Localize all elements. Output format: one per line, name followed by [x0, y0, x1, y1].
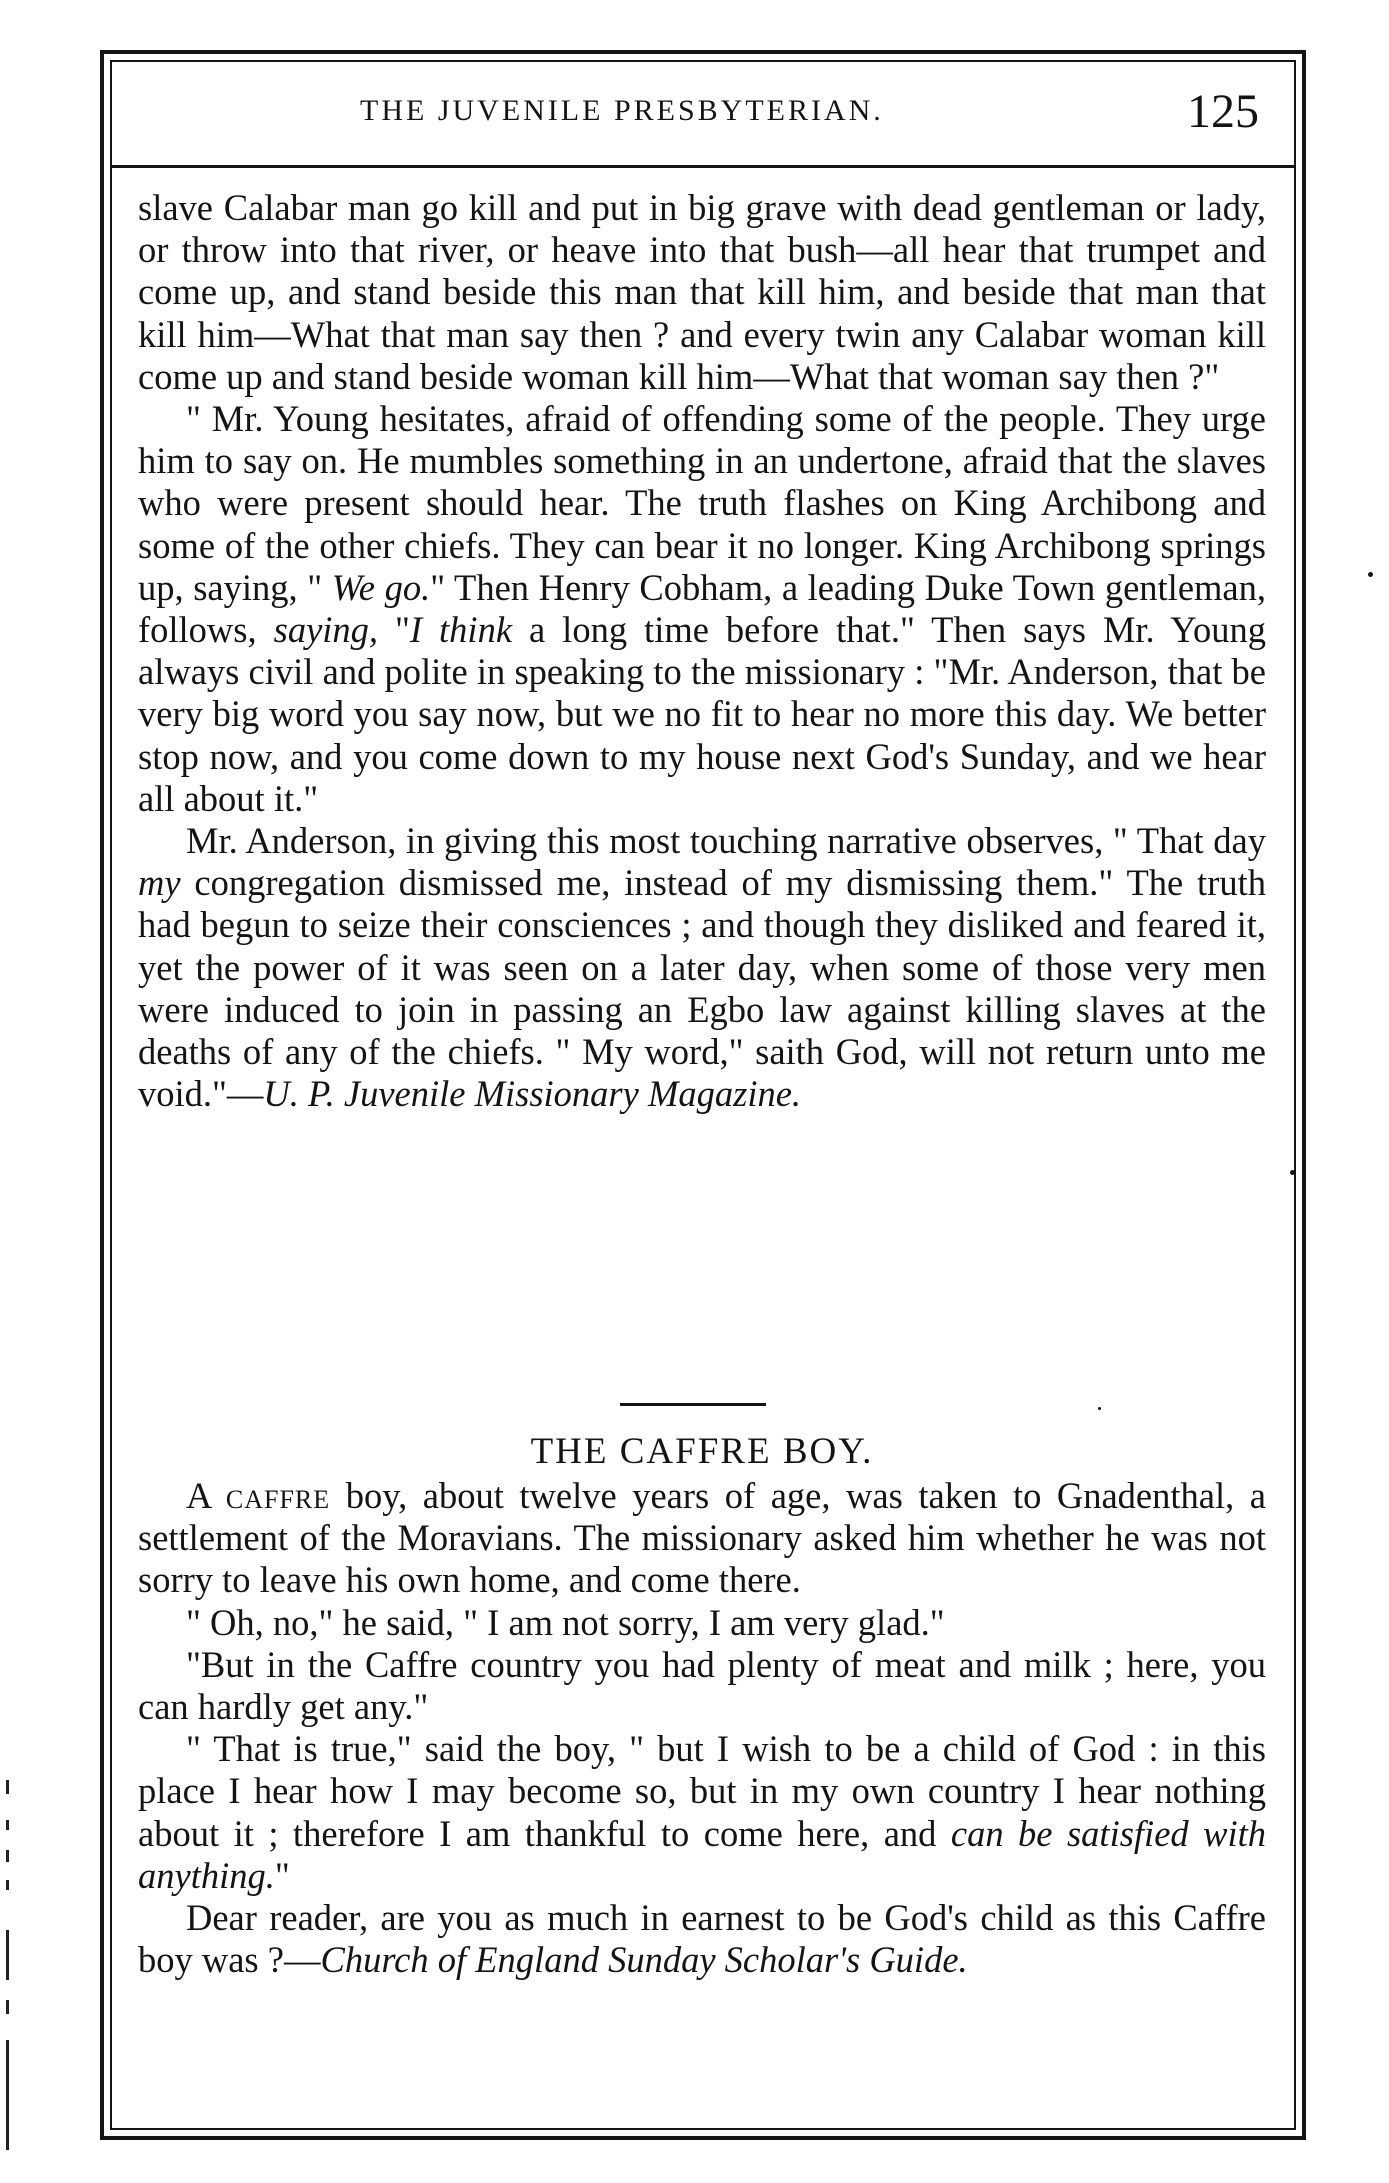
margin-tick [6, 1930, 9, 1980]
text-run: " Mr. Young hesitates, afraid of offending some of the people. They urge him to say on. He mumbles something in an undertone, afraid that the slaves who were present should hear. The truth flashes on King Archibong and some of the other chiefs. They can bear it no longer. King Archibong springs up, saying, " [138, 398, 1266, 608]
text-run: A [186, 1475, 226, 1516]
running-head [150, 85, 1259, 138]
margin-dot [1098, 1407, 1101, 1410]
margin-tick [6, 1820, 9, 1830]
source-credit: Church of England Sunday Scholar's Guide. [320, 1939, 968, 1981]
paragraph-2 [138, 398, 1266, 820]
margin-dot [1290, 1170, 1295, 1175]
text-run: Mr. Anderson, in giving this most touching narrative observes, " That day [186, 820, 1266, 862]
running-title: THE JUVENILE PRESBYTERIAN. [360, 94, 884, 127]
paragraph-5 [138, 1897, 1266, 1981]
article-caffre-boy [138, 1475, 1266, 1981]
smallcaps-run: caffre [225, 1475, 331, 1516]
italic-run: I think [409, 609, 513, 651]
margin-dot [1368, 572, 1373, 577]
paragraph-3 [138, 820, 1266, 1115]
paragraph-3: "But in the Caffre country you had plenty of meat and milk ; here, you can hardly get any." [138, 1643, 1266, 1728]
margin-tick [6, 2040, 9, 2150]
paragraph-4 [138, 1728, 1266, 1897]
margin-tick [6, 1850, 9, 1862]
italic-run: my [138, 862, 181, 904]
text-run: " [378, 609, 410, 651]
text-run: " Then Henry Cobham, a leading Duke Town gentleman, follows, [138, 566, 1266, 651]
text-run: boy, about twelve years of age, was taken to Gnadenthal, a settlement of the Moravians. The missionary asked him whether he was not sorry to leave his own home, and come there. [138, 1475, 1266, 1601]
italic-run: can be satisfied with anything. [138, 1812, 1266, 1896]
text-run: " That is true," said the boy, " but I wish to be a child of God : in this place I hear how I may become so, but in my own country I hear nothing about it ; therefore I am thankful to come here, and [138, 1728, 1266, 1854]
margin-tick [6, 1880, 9, 1890]
text-run: " [274, 1854, 290, 1896]
text-run: congregation dismissed me, instead of my dismissing them." The truth had begun to seize their consciences ; and though they disliked and feared it, yet the power of it was seen on a later day, when some of those very men were induced to join in passing an Egbo law against killing slaves at the deaths of any of the chiefs. " My word," saith God, will not return unto me void."— [138, 862, 1266, 1115]
section-heading: THE CAFFRE BOY. [530, 1431, 874, 1472]
source-credit: U. P. Juvenile Missionary Magazine. [263, 1073, 802, 1115]
paragraph-1 [138, 1475, 1266, 1602]
article-calabar [138, 187, 1266, 1115]
page-number: 125 [1187, 85, 1259, 138]
italic-run: We go. [331, 566, 431, 608]
section-divider [620, 1403, 766, 1406]
paragraph-2: " Oh, no," he said, " I am not sorry, I am very glad." [186, 1601, 945, 1643]
margin-tick [6, 2000, 9, 2014]
italic-run: saying, [273, 609, 379, 651]
text-run: a long time before that." Then says Mr. Young always civil and polite in speaking to the missionary : "Mr. Anderson, that be very big word you say now, but we no fit to hear no more this day. We better stop now, and you come down to my house next God's Sunday, and we hear all about it." [138, 609, 1267, 819]
text-run: Dear reader, are you as much in earnest to be God's child as this Caffre boy was ?— [138, 1897, 1266, 1981]
margin-tick [6, 1780, 9, 1794]
paragraph-1: slave Calabar man go kill and put in big grave with dead gentleman or lady, or throw into that river, or heave into that bush—all hear that trumpet and come up, and stand beside this man that kill him, and beside that man that kill him—What that man say then ? and every twin any Calabar woman kill come up and stand beside woman kill him—What that woman say then ?" [138, 187, 1266, 397]
header-rule [110, 165, 1296, 168]
